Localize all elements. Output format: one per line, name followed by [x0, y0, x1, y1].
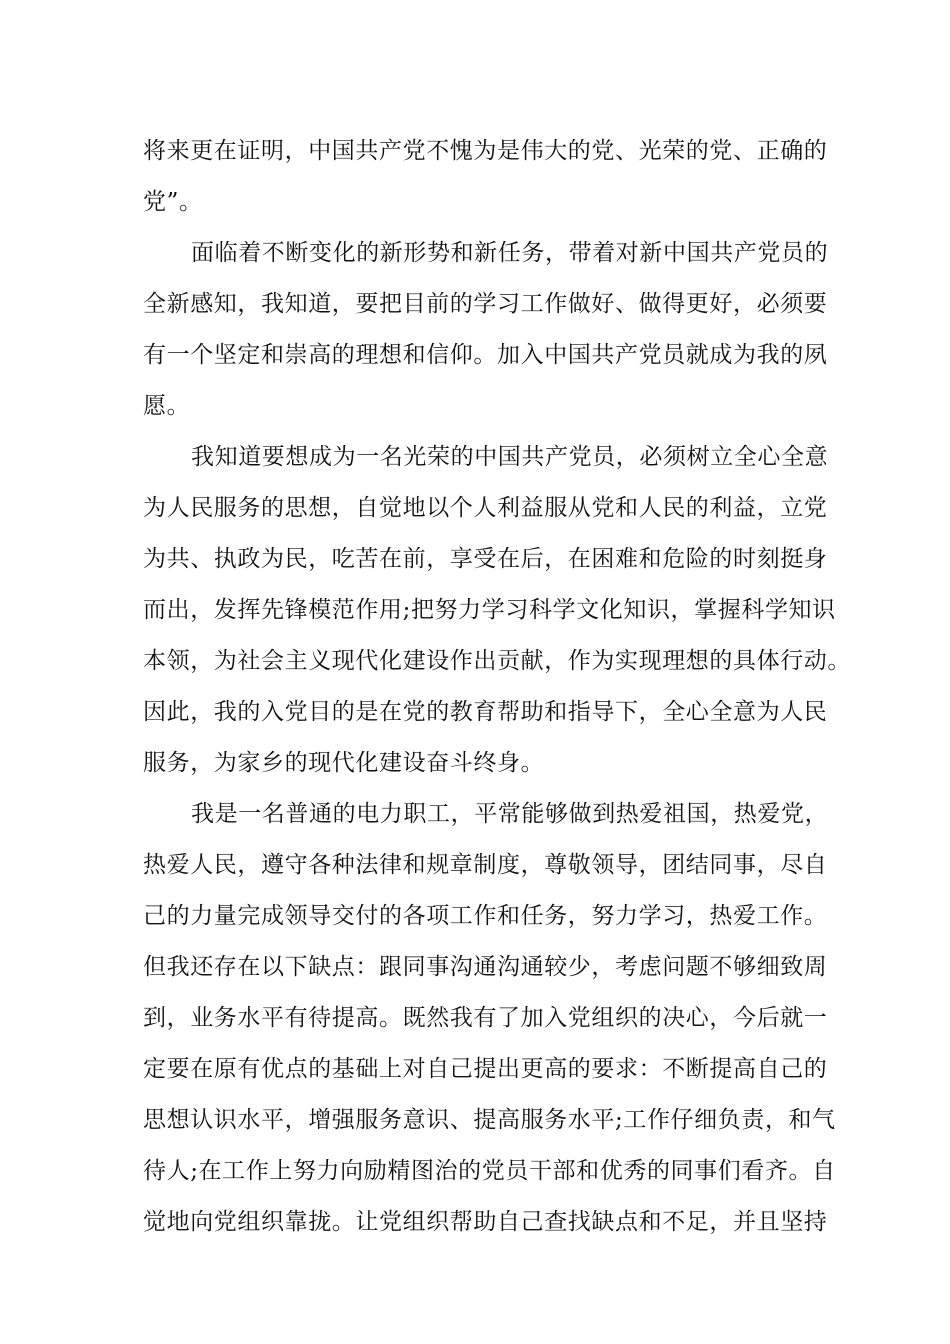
text-line: 本领，为社会主义现代化建设作出贡献，作为实现理想的具体行动。: [143, 648, 851, 674]
text-line: 因此，我的入党目的是在党的教育帮助和指导下，全心全意为人民: [143, 699, 828, 725]
text-line: 己的力量完成领导交付的各项工作和任务，努力学习，热爱工作。: [143, 903, 828, 929]
text-line: 全新感知，我知道，要把目前的学习工作做好、做得更好，必须要: [143, 291, 828, 317]
text-line: 党”。: [143, 189, 203, 215]
text-line: 面临着不断变化的新形势和新任务，带着对新中国共产党员的: [191, 240, 829, 266]
text-line: 觉地向党组织靠拢。让党组织帮助自己查找缺点和不足，并且坚持: [143, 1209, 828, 1235]
text-line: 为共、执政为民，吃苦在前，享受在后，在困难和危险的时刻挺身: [143, 546, 828, 572]
text-line: 服务，为家乡的现代化建设奋斗终身。: [143, 750, 545, 776]
text-line: 我知道要想成为一名光荣的中国共产党员，必须树立全心全意: [191, 444, 829, 470]
text-line: 有一个坚定和崇高的理想和信仰。加入中国共产党员就成为我的夙: [143, 342, 828, 368]
text-line: 我是一名普通的电力职工，平常能够做到热爱祖国，热爱党，: [191, 801, 829, 827]
text-line: 思想认识水平，增强服务意识、提高服务水平;工作仔细负责，和气: [143, 1107, 836, 1133]
text-line: 热爱人民，遵守各种法律和规章制度，尊敬领导，团结同事，尽自: [143, 852, 828, 878]
text-line: 为人民服务的思想，自觉地以个人利益服从党和人民的利益，立党: [143, 495, 828, 521]
paragraph-4: [143, 789, 836, 1248]
document-body: [143, 126, 851, 1248]
paragraph-2: [143, 228, 829, 432]
text-line: 待人;在工作上努力向励精图治的党员干部和优秀的同事们看齐。自: [143, 1158, 836, 1184]
text-line: 定要在原有优点的基础上对自己提出更高的要求：不断提高自己的: [143, 1056, 828, 1082]
paragraph-3: [143, 432, 851, 789]
text-line: 而出，发挥先锋模范作用;把努力学习科学文化知识，掌握科学知识: [143, 597, 836, 623]
text-line: 但我还存在以下缺点：跟同事沟通沟通较少，考虑问题不够细致周: [143, 954, 828, 980]
text-line: 将来更在证明，中国共产党不愧为是伟大的党、光荣的党、正确的: [143, 138, 828, 164]
text-line: 到，业务水平有待提高。既然我有了加入党组织的决心，今后就一: [143, 1005, 828, 1031]
text-line: 愿。: [143, 393, 191, 419]
paragraph-1: [143, 126, 828, 228]
